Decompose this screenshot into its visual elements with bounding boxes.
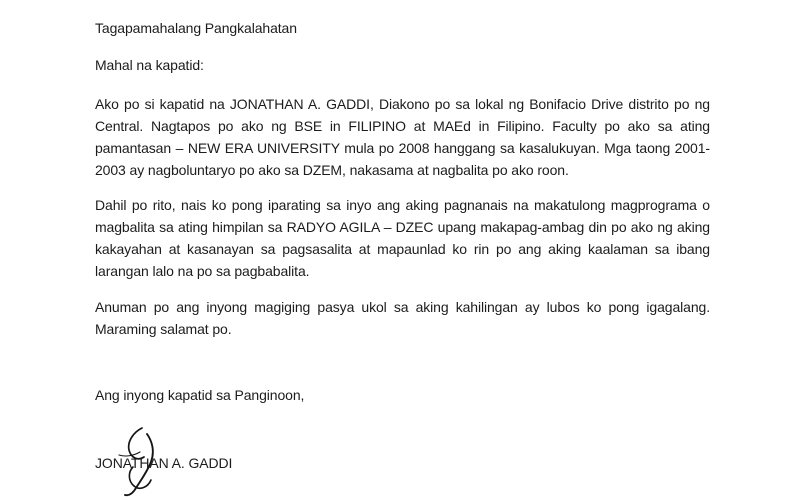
paragraph-3-line: Maraming salamat po. [95,321,232,337]
paragraph-2-line: larangan lalo na po sa pagbabalita. [95,263,310,279]
letter-body [95,0,710,500]
signatory-name: JONATHAN A. GADDI [95,455,233,471]
paragraph-1-line: pamantasan – NEW ERA UNIVERSITY mula po 2008 hanggang sa kasalukuyan. Mga taong 2001- [95,140,710,156]
paragraph-3-line: Anuman po ang inyong magiging pasya ukol sa aking kahilingan ay lubos ko pong igagalang. [95,299,710,315]
paragraph-2-line: Dahil po rito, nais ko pong iparating sa inyo ang aking pagnanais na makatulong magprograma o [95,197,710,213]
addressee-title: Tagapamahalang Pangkalahatan [95,20,297,36]
paragraph-2-line: magbalita sa ating himpilan sa RADYO AGILA – DZEC upang makapag-ambag din po ako ng aking [95,219,710,235]
paragraph-1-line: Central. Nagtapos po ako ng BSE in FILIPINO at MAEd in Filipino. Faculty po ako sa ating [95,118,710,134]
closing-line: Ang inyong kapatid sa Panginoon, [95,387,305,403]
paragraph-1-line: Ako po si kapatid na JONATHAN A. GADDI, Diakono po sa lokal ng Bonifacio Drive distrito po ng [95,96,710,112]
paragraph-2-line: kakayahan at kasanayan sa pagsasalita at mapaunlad ko rin po ang aking kaalaman sa ibang [95,241,710,257]
salutation: Mahal na kapatid: [95,57,204,73]
paragraph-1-line: 2003 ay nagboluntaryo po ako sa DZEM, nakasama at nagbalita po ako roon. [95,162,569,178]
